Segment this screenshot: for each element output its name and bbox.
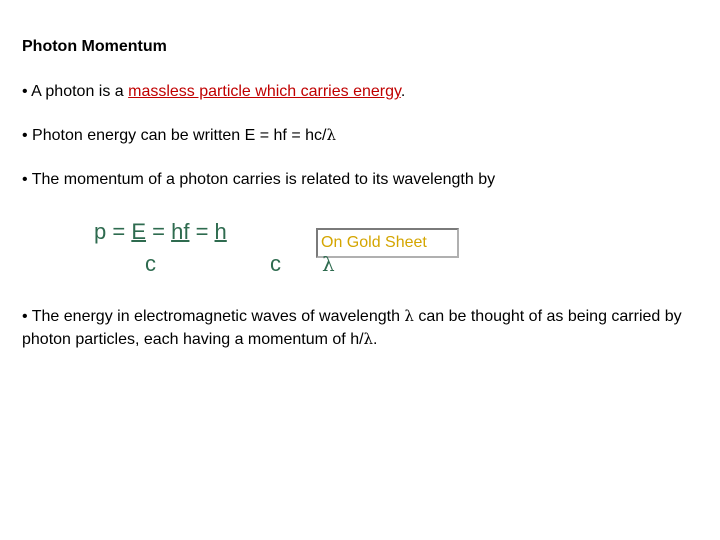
formula-denominator-c2: c bbox=[270, 251, 281, 276]
formula-denominator-c1: c bbox=[145, 251, 156, 276]
formula-eq2: = bbox=[146, 219, 172, 244]
bullet1-suffix: . bbox=[400, 83, 406, 100]
momentum-formula bbox=[94, 219, 227, 245]
bullet4-part1: • The energy in electromagnetic waves of wavelength bbox=[22, 308, 405, 325]
formula-p: p bbox=[94, 219, 107, 244]
lambda-symbol: λ bbox=[363, 330, 374, 348]
formula-E-numerator: E bbox=[131, 219, 147, 244]
lambda-symbol: λ bbox=[326, 126, 336, 144]
formula-eq3: = bbox=[189, 219, 215, 244]
gold-sheet-label: On Gold Sheet bbox=[321, 234, 427, 251]
formula-eq1: = bbox=[106, 219, 132, 244]
bullet-massless-particle bbox=[22, 83, 405, 101]
bullet4-part2: can be thought of as being carried by photon particles, each having a momentum of h/ bbox=[22, 308, 682, 348]
formula-h-numerator: h bbox=[214, 219, 227, 244]
formula-denominator-lambda: λ bbox=[322, 252, 335, 276]
bullet1-highlight: massless particle which carries energy bbox=[128, 83, 401, 100]
bullet2-text: • Photon energy can be written E = hf = hc/ bbox=[22, 127, 327, 144]
formula-hf-numerator: hf bbox=[171, 219, 190, 244]
bullet-energy-waves bbox=[22, 305, 702, 351]
bullet-momentum-relation: • The momentum of a photon carries is related to its wavelength by bbox=[22, 171, 496, 188]
bullet-photon-energy bbox=[22, 126, 336, 145]
bullet4-part3: . bbox=[373, 331, 378, 348]
slide-title: Photon Momentum bbox=[22, 38, 167, 55]
bullet1-prefix: • A photon is a bbox=[22, 83, 129, 100]
lambda-symbol: λ bbox=[404, 307, 414, 325]
